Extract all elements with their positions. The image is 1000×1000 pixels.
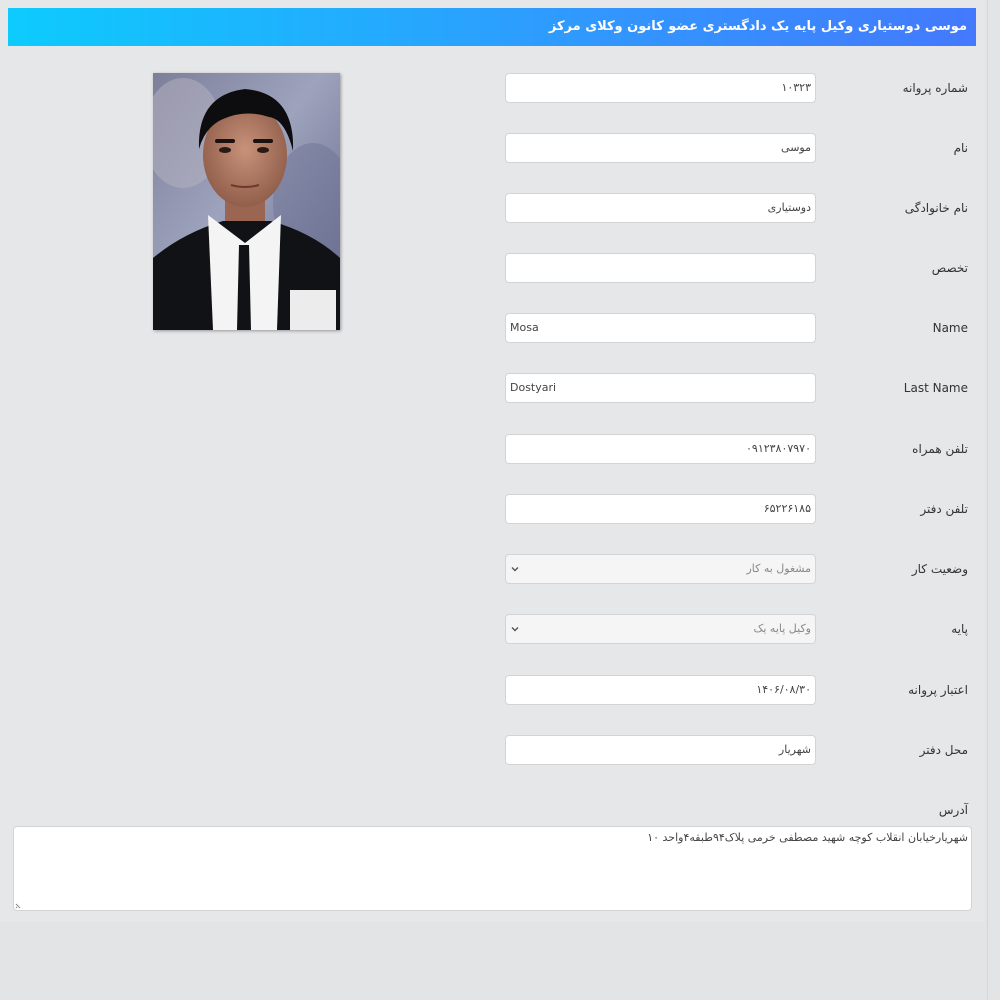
form-row-office-phone [0,494,1000,524]
license-number-input[interactable]: ۱۰۳۲۳ [505,73,816,103]
mobile-input[interactable]: ۰۹۱۲۳۸۰۷۹۷۰ [505,434,816,464]
last-name-label: نام خانوادگی [904,201,968,215]
form-row-office-location [0,735,1000,765]
work-status-value: مشغول به کار [746,562,811,575]
form-row-last-name-en [0,373,1000,403]
chevron-down-icon [510,564,520,574]
office-phone-label: تلفن دفتر [920,502,968,516]
first-name-input[interactable]: موسی [505,133,816,163]
address-text: شهریارخیابان انقلاب کوچه شهید مصطفی خرمی پلاک۹۴طبقه۴واحد ۱۰ [647,831,968,844]
address-textarea[interactable] [13,826,972,911]
specialty-input[interactable] [505,253,816,283]
first-name-label: نام [953,141,968,155]
name-en-label: Name [932,321,968,335]
last-name-input[interactable]: دوستیاری [505,193,816,223]
page-title: موسی دوستیاری وکیل پایه یک دادگستری عضو کانون وکلای مرکز [548,19,967,34]
address-label: آدرس [938,803,968,817]
form-row-specialty [0,253,1000,283]
form-row-first-name [0,133,1000,163]
license-validity-input[interactable]: ۱۴۰۶/۰۸/۳۰ [505,675,816,705]
form-row-license-number [0,73,1000,103]
office-phone-input[interactable]: ۶۵۲۲۶۱۸۵ [505,494,816,524]
specialty-label: تخصص [931,261,968,275]
grade-select[interactable] [505,614,816,644]
form-row-license-validity [0,675,1000,705]
grade-label: پایه [951,622,968,636]
form-row-grade [0,614,1000,644]
resize-grip-icon[interactable] [15,901,23,909]
form-row-last-name [0,193,1000,223]
form-row-work-status [0,554,1000,584]
mobile-label: تلفن همراه [912,442,968,456]
work-status-select[interactable] [505,554,816,584]
last-name-en-input[interactable]: Dostyari [505,373,816,403]
office-location-label: محل دفتر [919,743,968,757]
page-header [8,8,976,46]
form-row-mobile [0,434,1000,464]
office-location-input[interactable]: شهریار [505,735,816,765]
name-en-input[interactable]: Mosa [505,313,816,343]
last-name-en-label: Last Name [903,381,968,395]
license-number-label: شماره پروانه [902,81,968,95]
chevron-down-icon [510,624,520,634]
work-status-label: وضعیت کار [911,562,968,576]
form-row-name-en [0,313,1000,343]
grade-value: وکیل پایه یک [753,622,811,635]
license-validity-label: اعتبار پروانه [908,683,968,697]
